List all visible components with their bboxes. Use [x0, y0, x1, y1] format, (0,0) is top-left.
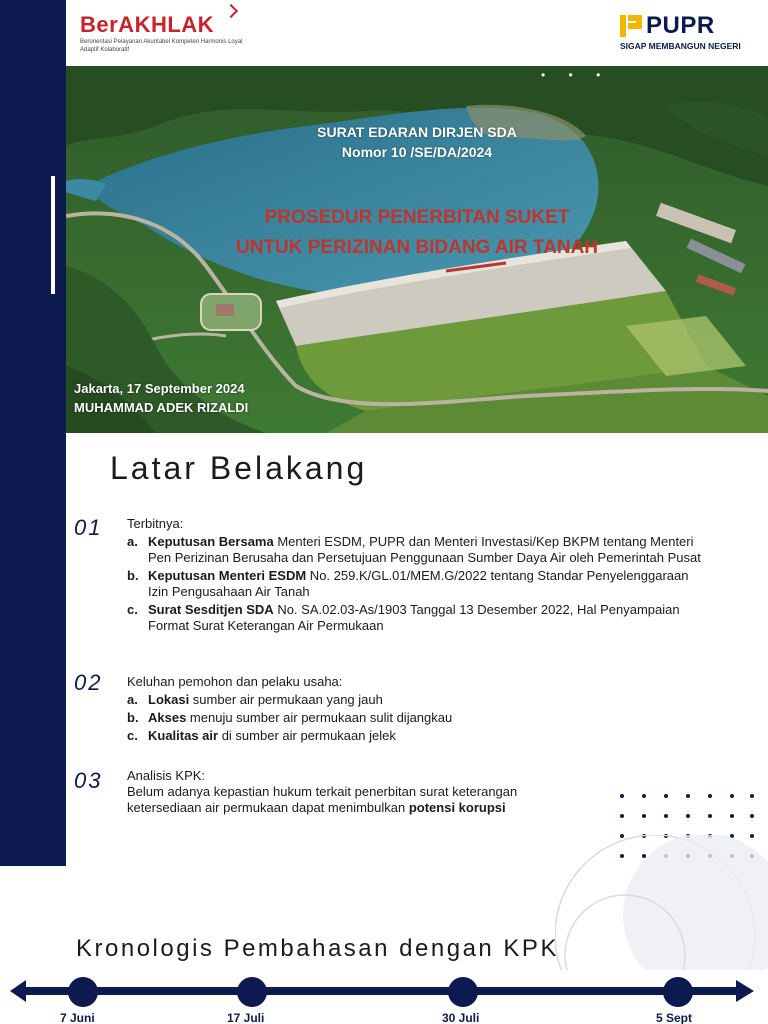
timeline-arrow-left-icon: [10, 980, 26, 1002]
left-navy-band: [0, 0, 66, 866]
point-intro: Keluhan pemohon dan pelaku usaha:: [127, 674, 343, 689]
timeline-bar: [20, 987, 740, 995]
point-number-01: 01: [74, 515, 103, 540]
berakhlak-logo-word: BerAKHLAK: [80, 12, 215, 37]
main-title-line2: UNTUK PERIZINAN BIDANG AIR TANAH: [235, 237, 599, 258]
list-item: a. Lokasi sumber air permukaan yang jauh: [127, 692, 383, 707]
milestone-dot: [68, 977, 98, 1007]
list-item: b. Akses menuju sumber air permukaan sulit dijangkau: [127, 710, 453, 725]
pupr-logo-word: PUPR: [646, 12, 715, 39]
left-accent-bar: [51, 176, 55, 294]
timeline: [0, 970, 768, 1024]
main-title-line1: PROSEDUR PENERBITAN SUKET: [264, 207, 570, 228]
list-item: b. Keputusan Menteri ESDM No. 259.K/GL.01/MEM.G/2022 tentang Standar Penyelenggaraan Izin Pengusahaan Air Tanah: [127, 568, 689, 599]
milestone-date: 7 Juni: [60, 1011, 95, 1024]
pupr-logo: [620, 12, 756, 51]
point-block-02: [127, 674, 712, 744]
point-block-01: [127, 516, 712, 634]
point-number-02: 02: [74, 670, 103, 695]
milestone-date: 17 Juli: [227, 1011, 265, 1024]
point-body: Belum adanya kepastian hukum terkait penerbitan surat keterangan ketersediaan air permukaan dapat menimbulkan potensi korupsi: [127, 784, 518, 815]
milestone-dot: [663, 977, 693, 1007]
point-intro: Terbitnya:: [127, 516, 184, 531]
point-block-03: [127, 768, 587, 816]
timeline-arrow-right-icon: [736, 980, 754, 1002]
milestone-dot: [237, 977, 267, 1007]
list-item: a. Keputusan Bersama Menteri ESDM, PUPR dan Menteri Investasi/Kep BKPM tentang Menteri Pen Perizinan Berusaha dan Persetujuan Penggunaan Sumber Daya Air oleh Pemerintah Pusat: [127, 534, 701, 565]
date-place: Jakarta, 17 September 2024: [74, 381, 245, 396]
berakhlak-tagline: Berorientasi Pelayanan Akuntabel Kompeten Harmonis Loyal Adaptif Kolaboratif: [80, 39, 243, 53]
list-item: c. Surat Sesditjen SDA No. SA.02.03-As/1903 Tanggal 13 Desember 2022, Hal Penyampaian Format Surat Keterangan Air Permukaan: [127, 602, 680, 633]
chronology-title: Kronologis Pembahasan dengan KPK: [76, 935, 559, 962]
milestone-date: 30 Juli: [442, 1011, 480, 1024]
pupr-emblem-icon: [620, 15, 642, 37]
circle-decoration: [555, 835, 768, 970]
pupr-tagline: SIGAP MEMBANGUN NEGERI: [620, 41, 741, 51]
point-intro: Analisis KPK:: [127, 768, 206, 783]
list-item: c. Kualitas air di sumber air permukaan jelek: [127, 728, 396, 743]
point-number-03: 03: [74, 768, 103, 793]
section-title: Latar Belakang: [110, 450, 368, 486]
milestone-date: 5 Sept: [656, 1011, 693, 1024]
hero-dots-decoration: • • •: [541, 68, 611, 82]
circular-title: SURAT EDARAN DIRJEN SDA: [317, 124, 517, 140]
signatory-name: MUHAMMAD ADEK RIZALDI: [74, 400, 249, 415]
milestone-dot: [448, 977, 478, 1007]
circular-number: Nomor 10 /SE/DA/2024: [341, 144, 493, 160]
hero-banner: [66, 66, 768, 433]
berakhlak-logo: [80, 12, 245, 54]
